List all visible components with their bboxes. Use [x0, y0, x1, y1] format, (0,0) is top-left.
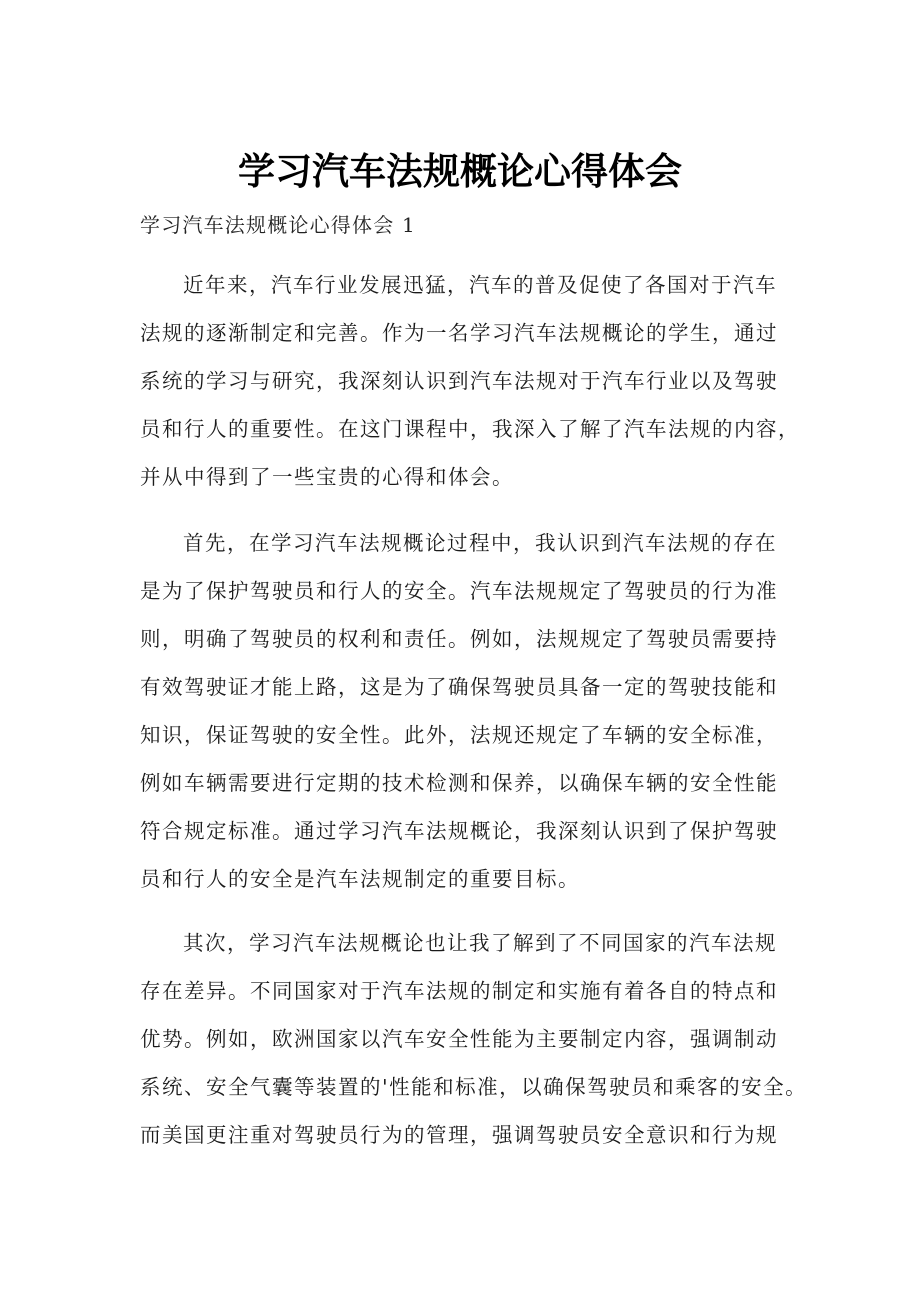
paragraph-line: 优势。例如，欧洲国家以汽车安全性能为主要制定内容，强调制动 [140, 1027, 778, 1051]
paragraph-line: 有效驾驶证才能上路，这是为了确保驾驶员具备一定的驾驶技能和 [140, 675, 778, 699]
paragraph-line: 而美国更注重对驾驶员行为的管理，强调驾驶员安全意识和行为规 [140, 1123, 778, 1147]
paragraph-line: 并从中得到了一些宝贵的心得和体会。 [140, 465, 514, 489]
paragraph-line: 法规的逐渐制定和完善。作为一名学习汽车法规概论的学生，通过 [140, 321, 778, 345]
paragraph-line: 其次，学习汽车法规概论也让我了解到了不同国家的汽车法规 [183, 931, 777, 955]
paragraph-line: 近年来，汽车行业发展迅猛，汽车的普及促使了各国对于汽车 [183, 273, 777, 297]
paragraph-line: 系统的学习与研究，我深刻认识到汽车法规对于汽车行业以及驾驶 [140, 369, 778, 393]
paragraph-line: 系统、安全气囊等装置的'性能和标准，以确保驾驶员和乘客的安全。 [140, 1075, 808, 1099]
document-title: 学习汽车法规概论心得体会 [238, 150, 682, 193]
section-heading: 学习汽车法规概论心得体会 1 [140, 213, 416, 237]
paragraph-line: 符合规定标准。通过学习汽车法规概论，我深刻认识到了保护驾驶 [140, 819, 778, 843]
paragraph-line: 是为了保护驾驶员和行人的安全。汽车法规规定了驾驶员的行为准 [140, 579, 778, 603]
paragraph-line: 知识，保证驾驶的安全性。此外，法规还规定了车辆的安全标准， [140, 723, 778, 747]
paragraph-line: 员和行人的安全是汽车法规制定的重要目标。 [140, 867, 580, 891]
paragraph-line: 例如车辆需要进行定期的技术检测和保养，以确保车辆的安全性能 [140, 771, 778, 795]
paragraph-line: 员和行人的重要性。在这门课程中，我深入了解了汽车法规的内容， [140, 417, 800, 441]
paragraph-line: 存在差异。不同国家对于汽车法规的制定和实施有着各自的特点和 [140, 979, 778, 1003]
paragraph-line: 首先，在学习汽车法规概论过程中，我认识到汽车法规的存在 [183, 531, 777, 555]
paragraph-line: 则，明确了驾驶员的权利和责任。例如，法规规定了驾驶员需要持 [140, 627, 778, 651]
